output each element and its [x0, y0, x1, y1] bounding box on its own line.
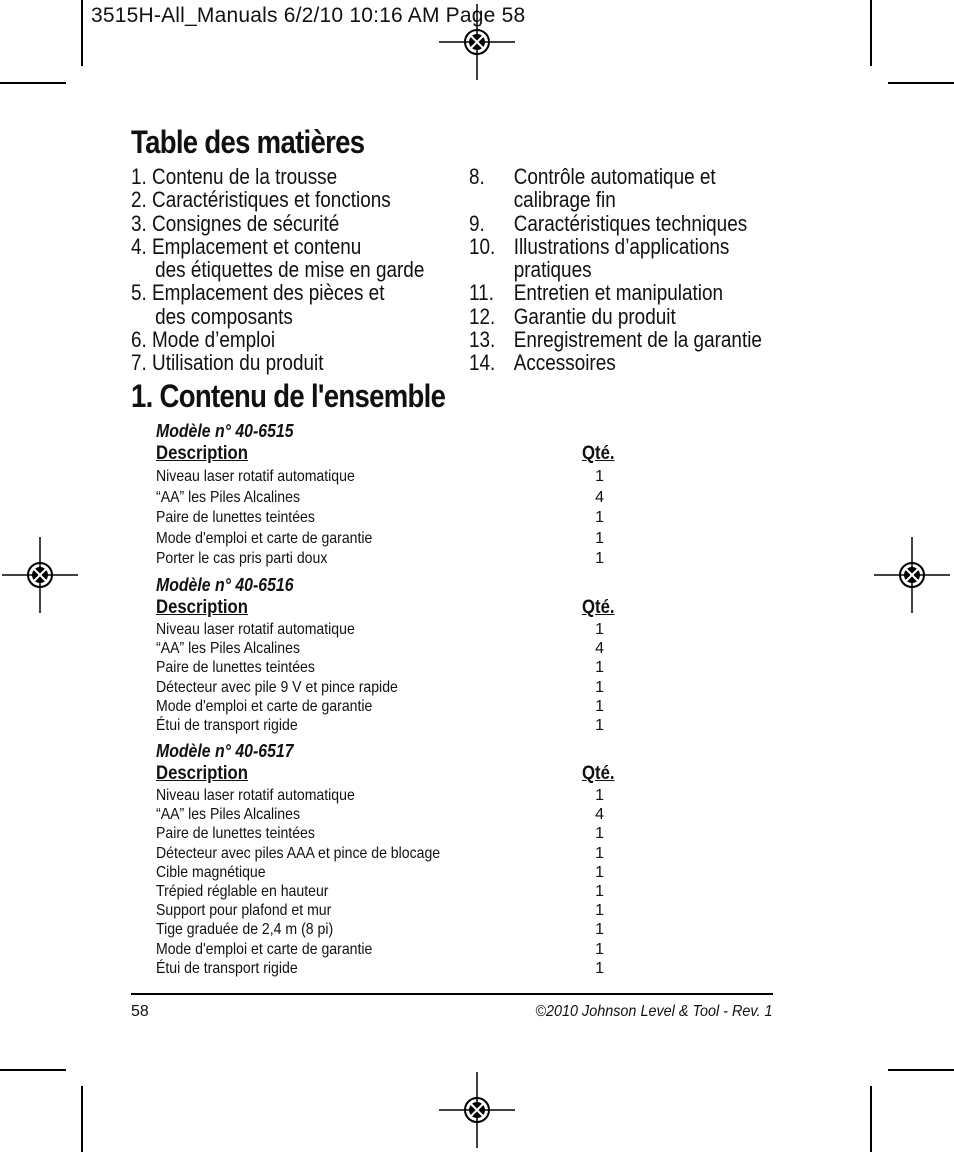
- description-column-header: Description: [156, 597, 248, 618]
- item-description: Détecteur avec piles AAA et pince de blocage: [156, 844, 441, 862]
- toc-entry-label: pratiques: [513, 257, 592, 283]
- toc-entry: 6. Mode d’emploi: [131, 327, 276, 353]
- toc-entry-number: 10.: [469, 233, 496, 259]
- registration-mark-icon: [2, 537, 78, 613]
- item-quantity: 1: [595, 844, 604, 862]
- item-description: Paire de lunettes teintées: [156, 659, 315, 677]
- toc-right-column: [469, 165, 762, 375]
- item-quantity: 4: [595, 640, 604, 658]
- item-quantity: 1: [595, 717, 604, 735]
- item-list: [156, 620, 398, 735]
- toc-entry: 3. Consignes de sécurité: [131, 210, 340, 236]
- item-description: Support pour plafond et mur: [156, 902, 332, 920]
- toc-entry-continuation: [469, 188, 762, 211]
- page-number: 58: [131, 1003, 149, 1020]
- toc-entry-continuation: des étiquettes de mise en garde: [155, 257, 425, 283]
- quantity-list: [584, 620, 604, 735]
- registration-mark-icon: [439, 4, 515, 80]
- item-quantity: 1: [595, 902, 604, 920]
- item-description: “AA” les Piles Alcalines: [156, 640, 300, 658]
- crop-mark: [81, 0, 83, 66]
- item-quantity: 1: [595, 509, 604, 526]
- footer-rule: [131, 993, 773, 995]
- item-quantity: 1: [595, 940, 604, 958]
- toc-entry-label: Entretien et manipulation: [513, 280, 724, 306]
- item-list: [156, 786, 440, 978]
- toc-entry: [469, 305, 762, 328]
- description-column-header: Description: [156, 763, 248, 784]
- item-description: Niveau laser rotatif automatique: [156, 468, 355, 485]
- model-heading: Modèle n° 40-6515: [156, 421, 294, 441]
- toc-entry: 7. Utilisation du produit: [131, 350, 324, 376]
- quantity-list: [584, 786, 604, 978]
- item-description: “AA” les Piles Alcalines: [156, 488, 300, 506]
- item-quantity: 1: [595, 621, 604, 638]
- toc-entry: [469, 235, 762, 258]
- item-quantity: 1: [595, 883, 604, 901]
- crop-mark: [0, 1069, 66, 1071]
- toc-entry-label: Enregistrement de la garantie: [513, 327, 762, 353]
- toc-entry-continuation: des composants: [155, 303, 293, 329]
- copyright-notice: ©2010 Johnson Level & Tool - Rev. 1: [535, 1003, 773, 1020]
- crop-mark: [81, 1086, 83, 1152]
- quantity-column-header: Qté.: [582, 763, 615, 784]
- toc-entry: [469, 328, 762, 351]
- item-description: Détecteur avec pile 9 V et pince rapide: [156, 678, 398, 696]
- toc-entry: 5. Emplacement des pièces et: [131, 280, 385, 306]
- item-description: Mode d'emploi et carte de garantie: [156, 529, 373, 547]
- item-description: Paire de lunettes teintées: [156, 825, 315, 843]
- toc-entry-number: 12.: [469, 303, 496, 329]
- toc-entry-continuation: [469, 258, 762, 281]
- toc-entry-label: Caractéristiques techniques: [513, 210, 748, 236]
- quantity-list: [584, 467, 604, 570]
- item-quantity: 1: [595, 863, 604, 881]
- toc-entry: [469, 165, 762, 188]
- toc-entry: 4. Emplacement et contenu: [131, 233, 362, 259]
- toc-title: Table des matières: [131, 124, 365, 160]
- item-list: [156, 467, 372, 570]
- item-description: Porter le cas pris parti doux: [156, 550, 328, 567]
- toc-entry: [469, 351, 762, 374]
- toc-entry-number: 14.: [469, 350, 496, 376]
- quantity-column-header: Qté.: [582, 443, 615, 464]
- item-quantity: 1: [595, 921, 604, 939]
- crop-mark: [870, 1086, 872, 1152]
- item-description: Tige graduée de 2,4 m (8 pi): [156, 921, 334, 939]
- item-description: “AA” les Piles Alcalines: [156, 806, 300, 824]
- quantity-column-header: Qté.: [582, 597, 615, 618]
- toc-entry-label: Contrôle automatique et: [513, 164, 716, 189]
- item-description: Niveau laser rotatif automatique: [156, 787, 355, 804]
- item-description: Mode d'emploi et carte de garantie: [156, 697, 373, 715]
- item-quantity: 4: [595, 488, 604, 506]
- item-quantity: 1: [595, 678, 604, 696]
- toc-entry: 1. Contenu de la trousse: [131, 164, 338, 189]
- item-description: Cible magnétique: [156, 863, 266, 881]
- registration-mark-icon: [874, 537, 950, 613]
- toc-entry-number: 11.: [469, 280, 494, 306]
- toc-entry-label: calibrage fin: [513, 187, 616, 213]
- item-description: Étui de transport rigide: [156, 717, 298, 735]
- item-quantity: 1: [595, 659, 604, 677]
- description-column-header: Description: [156, 443, 248, 464]
- item-description: Niveau laser rotatif automatique: [156, 621, 355, 638]
- crop-mark: [888, 82, 954, 84]
- item-quantity: 1: [595, 787, 604, 804]
- item-quantity: 1: [595, 550, 604, 567]
- item-description: Étui de transport rigide: [156, 959, 298, 977]
- toc-entry-label: Illustrations d’applications: [513, 233, 730, 259]
- toc-entry-label: Accessoires: [513, 350, 616, 376]
- toc-entry-label: Garantie du produit: [513, 303, 676, 329]
- toc-entry-number: 8.: [469, 164, 485, 189]
- print-slug: 3515H-All_Manuals 6/2/10 10:16 AM Page 58: [91, 4, 526, 27]
- item-description: Paire de lunettes teintées: [156, 509, 315, 526]
- item-quantity: 1: [595, 825, 604, 843]
- crop-mark: [888, 1069, 954, 1071]
- item-quantity: 1: [595, 959, 604, 977]
- toc-entry: [469, 281, 762, 304]
- toc-entry: [469, 212, 762, 235]
- item-description: Mode d'emploi et carte de garantie: [156, 940, 373, 958]
- item-description: Trépied réglable en hauteur: [156, 883, 329, 901]
- crop-mark: [0, 82, 66, 84]
- crop-mark: [870, 0, 872, 66]
- item-quantity: 1: [595, 529, 604, 547]
- toc-left-column: [131, 165, 424, 375]
- item-quantity: 1: [595, 468, 604, 485]
- toc-entry-number: 9.: [469, 210, 485, 236]
- section-title: 1. Contenu de l'ensemble: [131, 378, 446, 414]
- item-quantity: 1: [595, 697, 604, 715]
- registration-mark-icon: [439, 1072, 515, 1148]
- model-heading: Modèle n° 40-6516: [156, 575, 294, 595]
- toc-entry: 2. Caractéristiques et fonctions: [131, 187, 391, 213]
- item-quantity: 4: [595, 806, 604, 824]
- model-heading: Modèle n° 40-6517: [156, 741, 294, 761]
- toc-entry-number: 13.: [469, 327, 496, 353]
